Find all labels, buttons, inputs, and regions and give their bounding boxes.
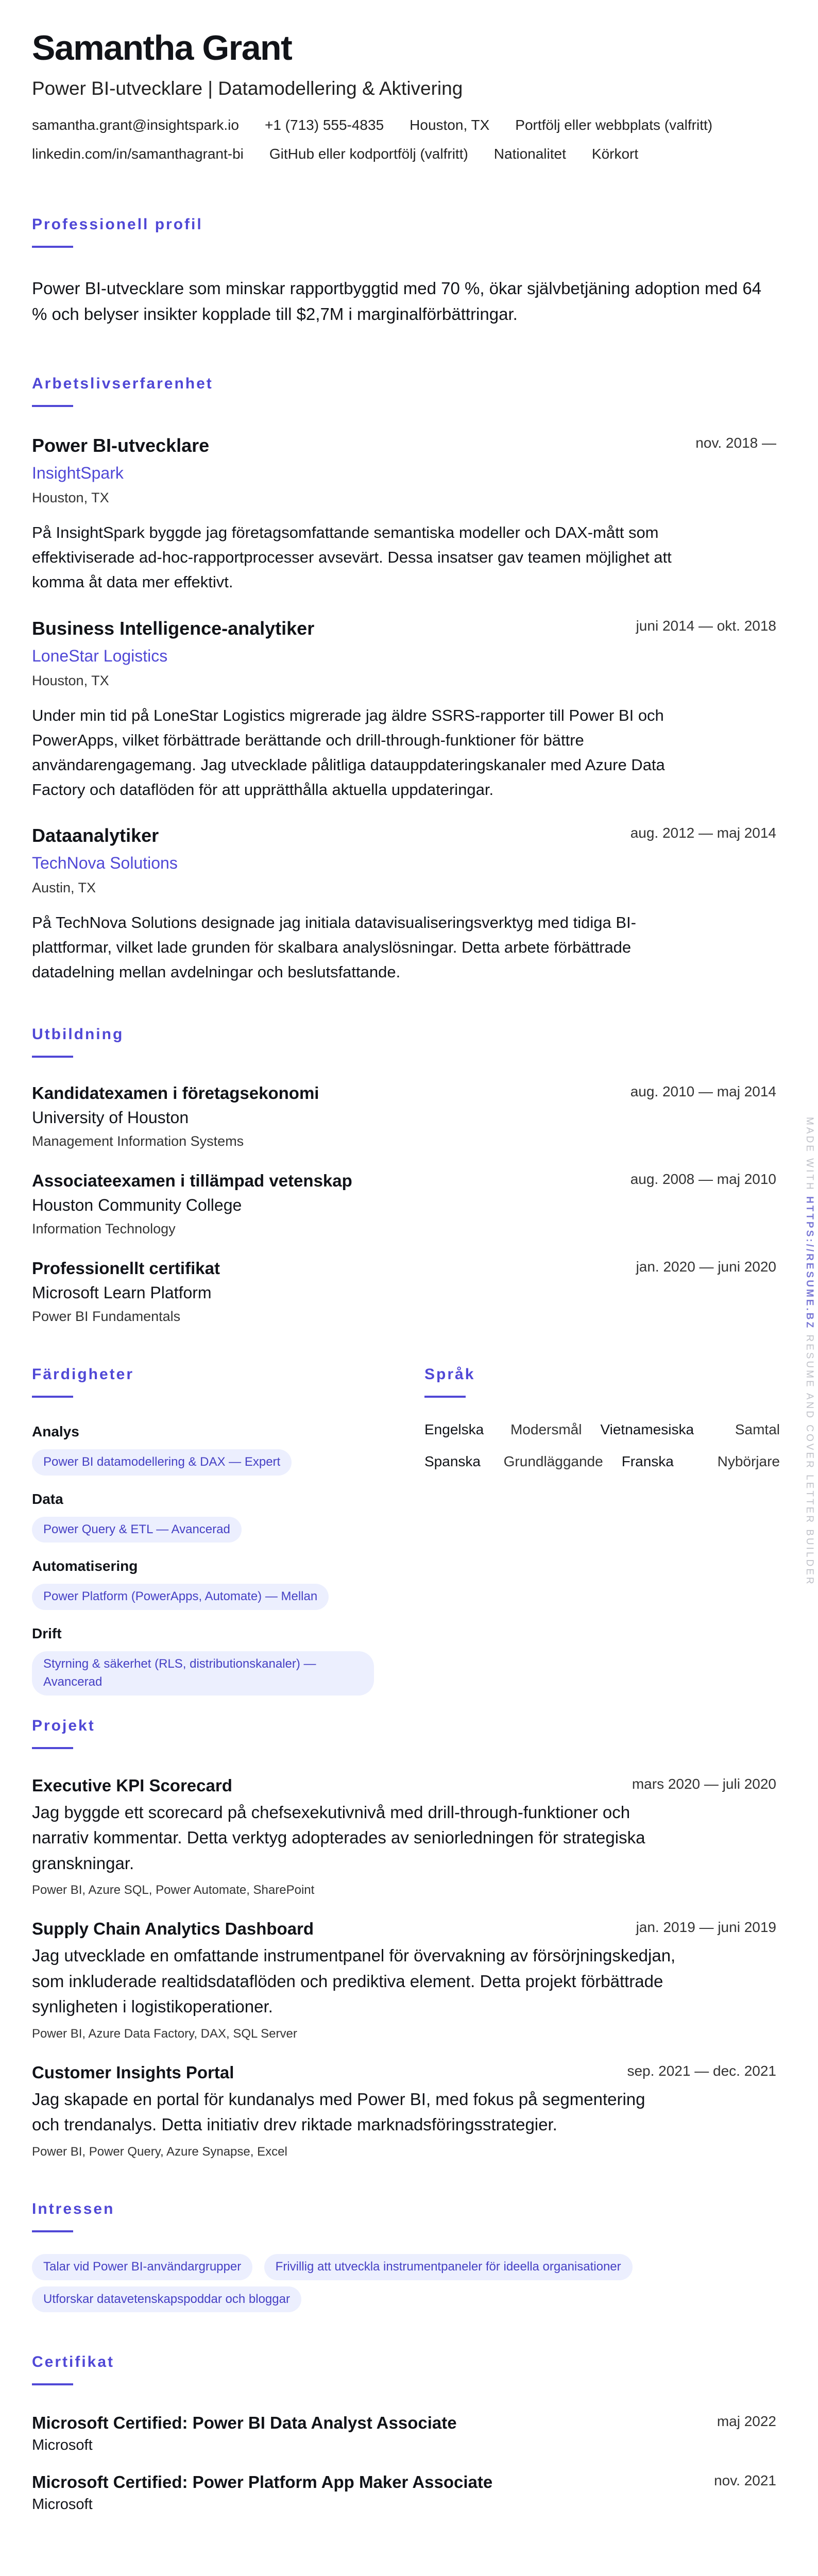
language-level: Modersmål <box>510 1421 582 1437</box>
certificate-issuer: Microsoft <box>32 2437 93 2454</box>
watermark-tagline: RESUME AND COVER LETTER BUILDER <box>804 1334 815 1586</box>
section-divider <box>32 405 73 407</box>
education-entry <box>32 1259 774 1325</box>
language-name: Vietnamesiska <box>600 1421 694 1437</box>
interests-section <box>32 2200 774 2313</box>
job-description: På TechNova Solutions designade jag initiala datavisualiseringsverktyg med tidiga BI-plattformar, vilket lade grunden för skalbara analyslösningar. Detta arbete förbättrade datadelning mellan avdelningar och beslutsfattande. <box>32 913 636 981</box>
language-row <box>424 1421 780 1438</box>
job-location: Austin, TX <box>32 879 96 895</box>
project-title: Supply Chain Analytics Dashboard <box>32 1919 314 1939</box>
section-divider <box>32 2383 73 2385</box>
education-field: Power BI Fundamentals <box>32 1308 181 1324</box>
contact-location: Houston, TX <box>410 117 490 133</box>
job-date: juni 2014 — okt. 2018 <box>636 617 776 634</box>
project-title: Customer Insights Portal <box>32 2062 234 2082</box>
interest-chip: Frivillig att utveckla instrumentpaneler för ideella organisationer <box>264 2254 633 2280</box>
skills-section <box>32 1366 393 1696</box>
job-company: TechNova Solutions <box>32 853 178 872</box>
skill-group <box>32 1558 393 1610</box>
education-degree: Associateexamen i tillämpad vetenskap <box>32 1171 352 1190</box>
builder-watermark <box>802 1117 816 1586</box>
project-title: Executive KPI Scorecard <box>32 1775 232 1795</box>
contact-license: Körkort <box>591 146 639 162</box>
job-entry <box>32 825 774 985</box>
skill-category: Drift <box>32 1625 62 1642</box>
job-description: Under min tid på LoneStar Logistics migrerade jag äldre SSRS-rapporter till Power BI och PowerApps, vilket förbättrade berättande och drill-through-funktioner för bättre användarengagemang. Jag utvecklade pålitliga datauppdateringskanaler med Azure Data Factory och dataflöden för att upprätthålla aktuella uppdateringar. <box>32 706 665 799</box>
skill-chip: Power BI datamodellering & DAX — Expert <box>32 1449 292 1476</box>
skill-chip: Power Platform (PowerApps, Automate) — Mellan <box>32 1584 329 1610</box>
resume-page <box>32 0 780 2513</box>
interest-chip: Utforskar datavetenskapspoddar och bloggar <box>32 2286 301 2313</box>
section-title-certificates: Certifikat <box>32 2353 115 2371</box>
watermark-text <box>804 1117 815 1586</box>
experience-section <box>32 375 774 984</box>
certificate-title: Microsoft Certified: Power Platform App Maker Associate <box>32 2472 493 2492</box>
job-date: aug. 2012 — maj 2014 <box>630 824 776 841</box>
candidate-headline: Power BI-utvecklare | Datamodellering & Aktivering <box>32 78 463 99</box>
job-title: Dataanalytiker <box>32 824 159 846</box>
contact-list <box>32 117 779 162</box>
interest-list <box>32 2245 774 2313</box>
watermark-link[interactable]: HTTPS://RESUME.BZ <box>804 1196 815 1330</box>
project-entry <box>32 1776 774 1898</box>
education-degree: Professionellt certifikat <box>32 1258 220 1278</box>
interest-chip: Talar vid Power BI-användargrupper <box>32 2254 252 2280</box>
section-divider <box>32 1747 73 1749</box>
skill-group <box>32 1491 393 1543</box>
section-title-experience: Arbetslivserfarenhet <box>32 375 213 393</box>
section-title-profile: Professionell profil <box>32 216 203 233</box>
certificate-entry <box>32 2472 774 2513</box>
languages-section <box>424 1366 780 1470</box>
education-school: University of Houston <box>32 1108 189 1127</box>
skill-category: Automatisering <box>32 1558 138 1574</box>
skill-category: Data <box>32 1490 63 1507</box>
education-date: jan. 2020 — juni 2020 <box>636 1258 776 1275</box>
language-name: Franska <box>621 1453 674 1469</box>
contact-nationality: Nationalitet <box>493 146 566 162</box>
education-date: aug. 2010 — maj 2014 <box>630 1083 776 1099</box>
project-description: Jag utvecklade en omfattande instrumentpanel för övervakning av försörjningskedjan, som inkluderade realtidsdataflöden och prediktiva element. Detta projekt förbättrade synligheten i logistikoperationer. <box>32 1946 676 2016</box>
certificate-date: nov. 2021 <box>714 2472 776 2489</box>
section-divider <box>32 1056 73 1058</box>
job-description: På InsightSpark byggde jag företagsomfattande semantiska modeller och DAX-mått som effektiviserade ad-hoc-rapportprocesser avsevärt. Dessa insatser gav teamen möjlighet att komma åt data mer effektivt. <box>32 523 672 591</box>
projects-section <box>32 1717 774 2159</box>
skill-chip: Styrning & säkerhet (RLS, distributionskanaler) — Avancerad <box>32 1651 374 1696</box>
project-description: Jag byggde ett scorecard på chefsexekutivnivå med drill-through-funktioner och narrativ kommentar. Detta verktyg adopterades av seniorledningen för strategiska granskningar. <box>32 1802 645 1873</box>
contact-phone[interactable]: +1 (713) 555-4835 <box>264 117 384 133</box>
job-location: Houston, TX <box>32 672 109 688</box>
project-date: sep. 2021 — dec. 2021 <box>627 2062 776 2079</box>
section-divider <box>32 2230 73 2232</box>
project-entry <box>32 2063 774 2159</box>
section-divider <box>32 246 73 248</box>
profile-section <box>32 216 774 327</box>
project-date: mars 2020 — juli 2020 <box>632 1775 776 1792</box>
contact-email[interactable]: samantha.grant@insightspark.io <box>32 117 239 133</box>
section-title-education: Utbildning <box>32 1025 124 1043</box>
section-divider <box>424 1396 466 1398</box>
language-level: Grundläggande <box>503 1453 603 1469</box>
candidate-name: Samantha Grant <box>32 28 292 67</box>
skill-category: Analys <box>32 1423 79 1439</box>
education-degree: Kandidatexamen i företagsekonomi <box>32 1083 319 1103</box>
language-name: Engelska <box>424 1421 484 1437</box>
skill-chip: Power Query & ETL — Avancerad <box>32 1517 242 1543</box>
job-date: nov. 2018 — <box>695 435 776 451</box>
project-tech: Power BI, Power Query, Azure Synapse, Excel <box>32 2144 287 2159</box>
education-field: Management Information Systems <box>32 1133 244 1149</box>
section-title-projects: Projekt <box>32 1717 95 1734</box>
project-date: jan. 2019 — juni 2019 <box>636 1919 776 1936</box>
contact-portfolio[interactable]: Portfölj eller webbplats (valfritt) <box>515 117 713 133</box>
job-title: Business Intelligence-analytiker <box>32 617 315 639</box>
certificate-issuer: Microsoft <box>32 2496 93 2513</box>
section-title-skills: Färdigheter <box>32 1365 134 1383</box>
job-entry <box>32 435 774 595</box>
section-divider <box>32 1396 73 1398</box>
skills-languages-row <box>32 1365 780 1690</box>
project-tech: Power BI, Azure SQL, Power Automate, SharePoint <box>32 1883 315 1897</box>
certificate-title: Microsoft Certified: Power BI Data Analyst Associate <box>32 2413 457 2433</box>
education-entry <box>32 1083 774 1149</box>
watermark-made-with: MADE WITH <box>804 1117 815 1192</box>
education-school: Houston Community College <box>32 1195 242 1214</box>
project-description: Jag skapade en portal för kundanalys med Power BI, med fokus på segmentering och trendanalys. Detta initiativ drev riktade marknadsföringsstrategier. <box>32 2089 645 2134</box>
job-company: LoneStar Logistics <box>32 646 168 665</box>
section-title-interests: Intressen <box>32 2200 115 2217</box>
job-title: Power BI-utvecklare <box>32 435 210 456</box>
certificates-section <box>32 2353 774 2513</box>
project-tech: Power BI, Azure Data Factory, DAX, SQL Server <box>32 2026 297 2041</box>
education-entry <box>32 1171 774 1237</box>
certificate-date: maj 2022 <box>717 2413 776 2430</box>
language-level: Samtal <box>735 1421 780 1437</box>
skill-group <box>32 1423 393 1476</box>
contact-github[interactable]: GitHub eller kodportfölj (valfritt) <box>269 146 468 162</box>
job-company: InsightSpark <box>32 464 124 483</box>
certificate-entry <box>32 2413 774 2454</box>
project-entry <box>32 1919 774 2041</box>
job-location: Houston, TX <box>32 490 109 506</box>
profile-summary: Power BI-utvecklare som minskar rapportbyggtid med 70 %, ökar självbetjäning adoption med 64 % och belyser insikter kopplade till $2,7M i marginalförbättringar. <box>32 279 762 324</box>
education-field: Information Technology <box>32 1221 176 1236</box>
language-level: Nybörjare <box>717 1453 780 1469</box>
language-row <box>424 1453 780 1470</box>
contact-linkedin[interactable]: linkedin.com/in/samanthagrant-bi <box>32 146 244 162</box>
section-title-languages: Språk <box>424 1365 475 1383</box>
education-school: Microsoft Learn Platform <box>32 1283 212 1302</box>
education-section <box>32 1026 774 1325</box>
language-name: Spanska <box>424 1453 481 1469</box>
job-entry <box>32 618 774 802</box>
education-date: aug. 2008 — maj 2010 <box>630 1171 776 1187</box>
skill-group <box>32 1625 393 1696</box>
